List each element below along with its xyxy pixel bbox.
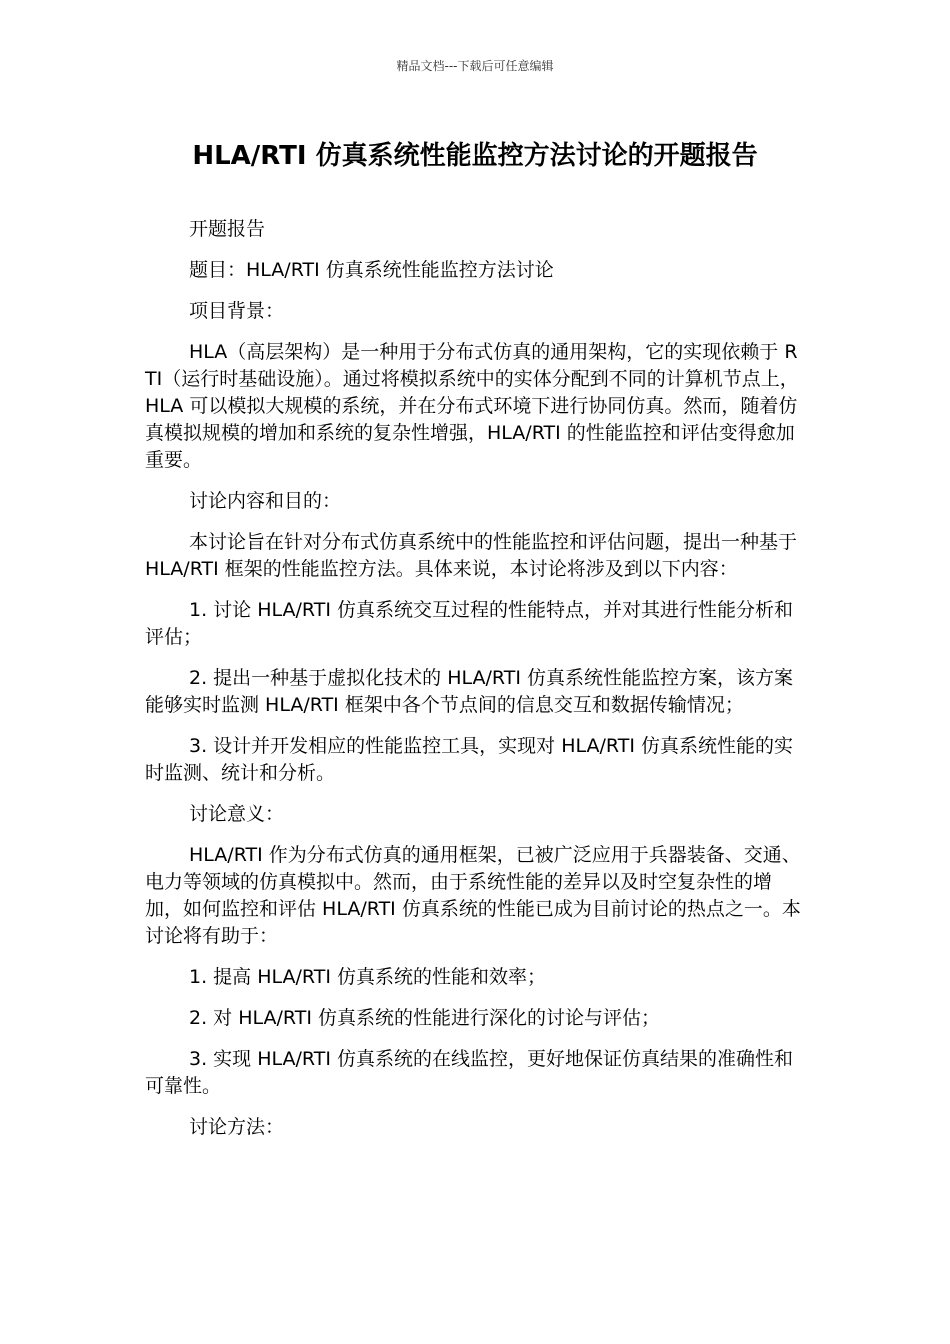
paragraph-topic: 题目：HLA/RTI 仿真系统性能监控方法讨论 — [189, 259, 554, 281]
heading-content-purpose: 讨论内容和目的： — [189, 490, 342, 512]
heading-method: 讨论方法： — [189, 1116, 285, 1138]
list-item-content-1: 1. 讨论 HLA/RTI 仿真系统交互过程的性能特点，并对其进行性能分析和评估； — [145, 599, 793, 648]
list-item-content-3: 3. 设计并开发相应的性能监控工具，实现对 HLA/RTI 仿真系统性能的实时监测、统计和分析。 — [145, 735, 793, 784]
paragraph-background: HLA（高层架构）是一种用于分布式仿真的通用架构，它的实现依赖于 RTI（运行时基础设施）。通过将模拟系统中的实体分配到不同的计算机节点上，HLA 可以模拟大规模的系统，并在分布式环境下进行协同仿真。然而，随着仿真模拟规模的增加和系统的复杂性增强，HLA/RTI 的性能监控和评估变得愈加重要。 — [145, 341, 799, 471]
paragraph-report-label: 开题报告 — [189, 218, 266, 240]
heading-background: 项目背景： — [189, 300, 285, 322]
heading-significance: 讨论意义： — [189, 803, 285, 825]
paragraph-content-purpose: 本讨论旨在针对分布式仿真系统中的性能监控和评估问题，提出一种基于 HLA/RTI 框架的性能监控方法。具体来说，本讨论将涉及到以下内容： — [145, 531, 798, 580]
paragraph-significance: HLA/RTI 作为分布式仿真的通用框架，已被广泛应用于兵器装备、交通、电力等领域的仿真模拟中。然而，由于系统性能的差异以及时空复杂性的增加，如何监控和评估 HLA/RTI 仿真系统的性能已成为目前讨论的热点之一。本讨论将有助于： — [145, 844, 801, 947]
list-item-significance-2: 2. 对 HLA/RTI 仿真系统的性能进行深化的讨论与评估； — [189, 1007, 660, 1029]
list-item-content-2: 2. 提出一种基于虚拟化技术的 HLA/RTI 仿真系统性能监控方案，该方案能够实时监测 HLA/RTI 框架中各个节点间的信息交互和数据传输情况； — [145, 667, 793, 716]
document-body — [145, 216, 807, 1141]
page-header-note: 精品文档---下载后可任意编辑 — [396, 59, 554, 73]
document-title: HLA/RTI 仿真系统性能监控方法讨论的开题报告 — [192, 141, 758, 171]
list-item-significance-1: 1. 提高 HLA/RTI 仿真系统的性能和效率； — [189, 966, 546, 988]
list-item-significance-3: 3. 实现 HLA/RTI 仿真系统的在线监控，更好地保证仿真结果的准确性和可靠性。 — [145, 1048, 793, 1097]
